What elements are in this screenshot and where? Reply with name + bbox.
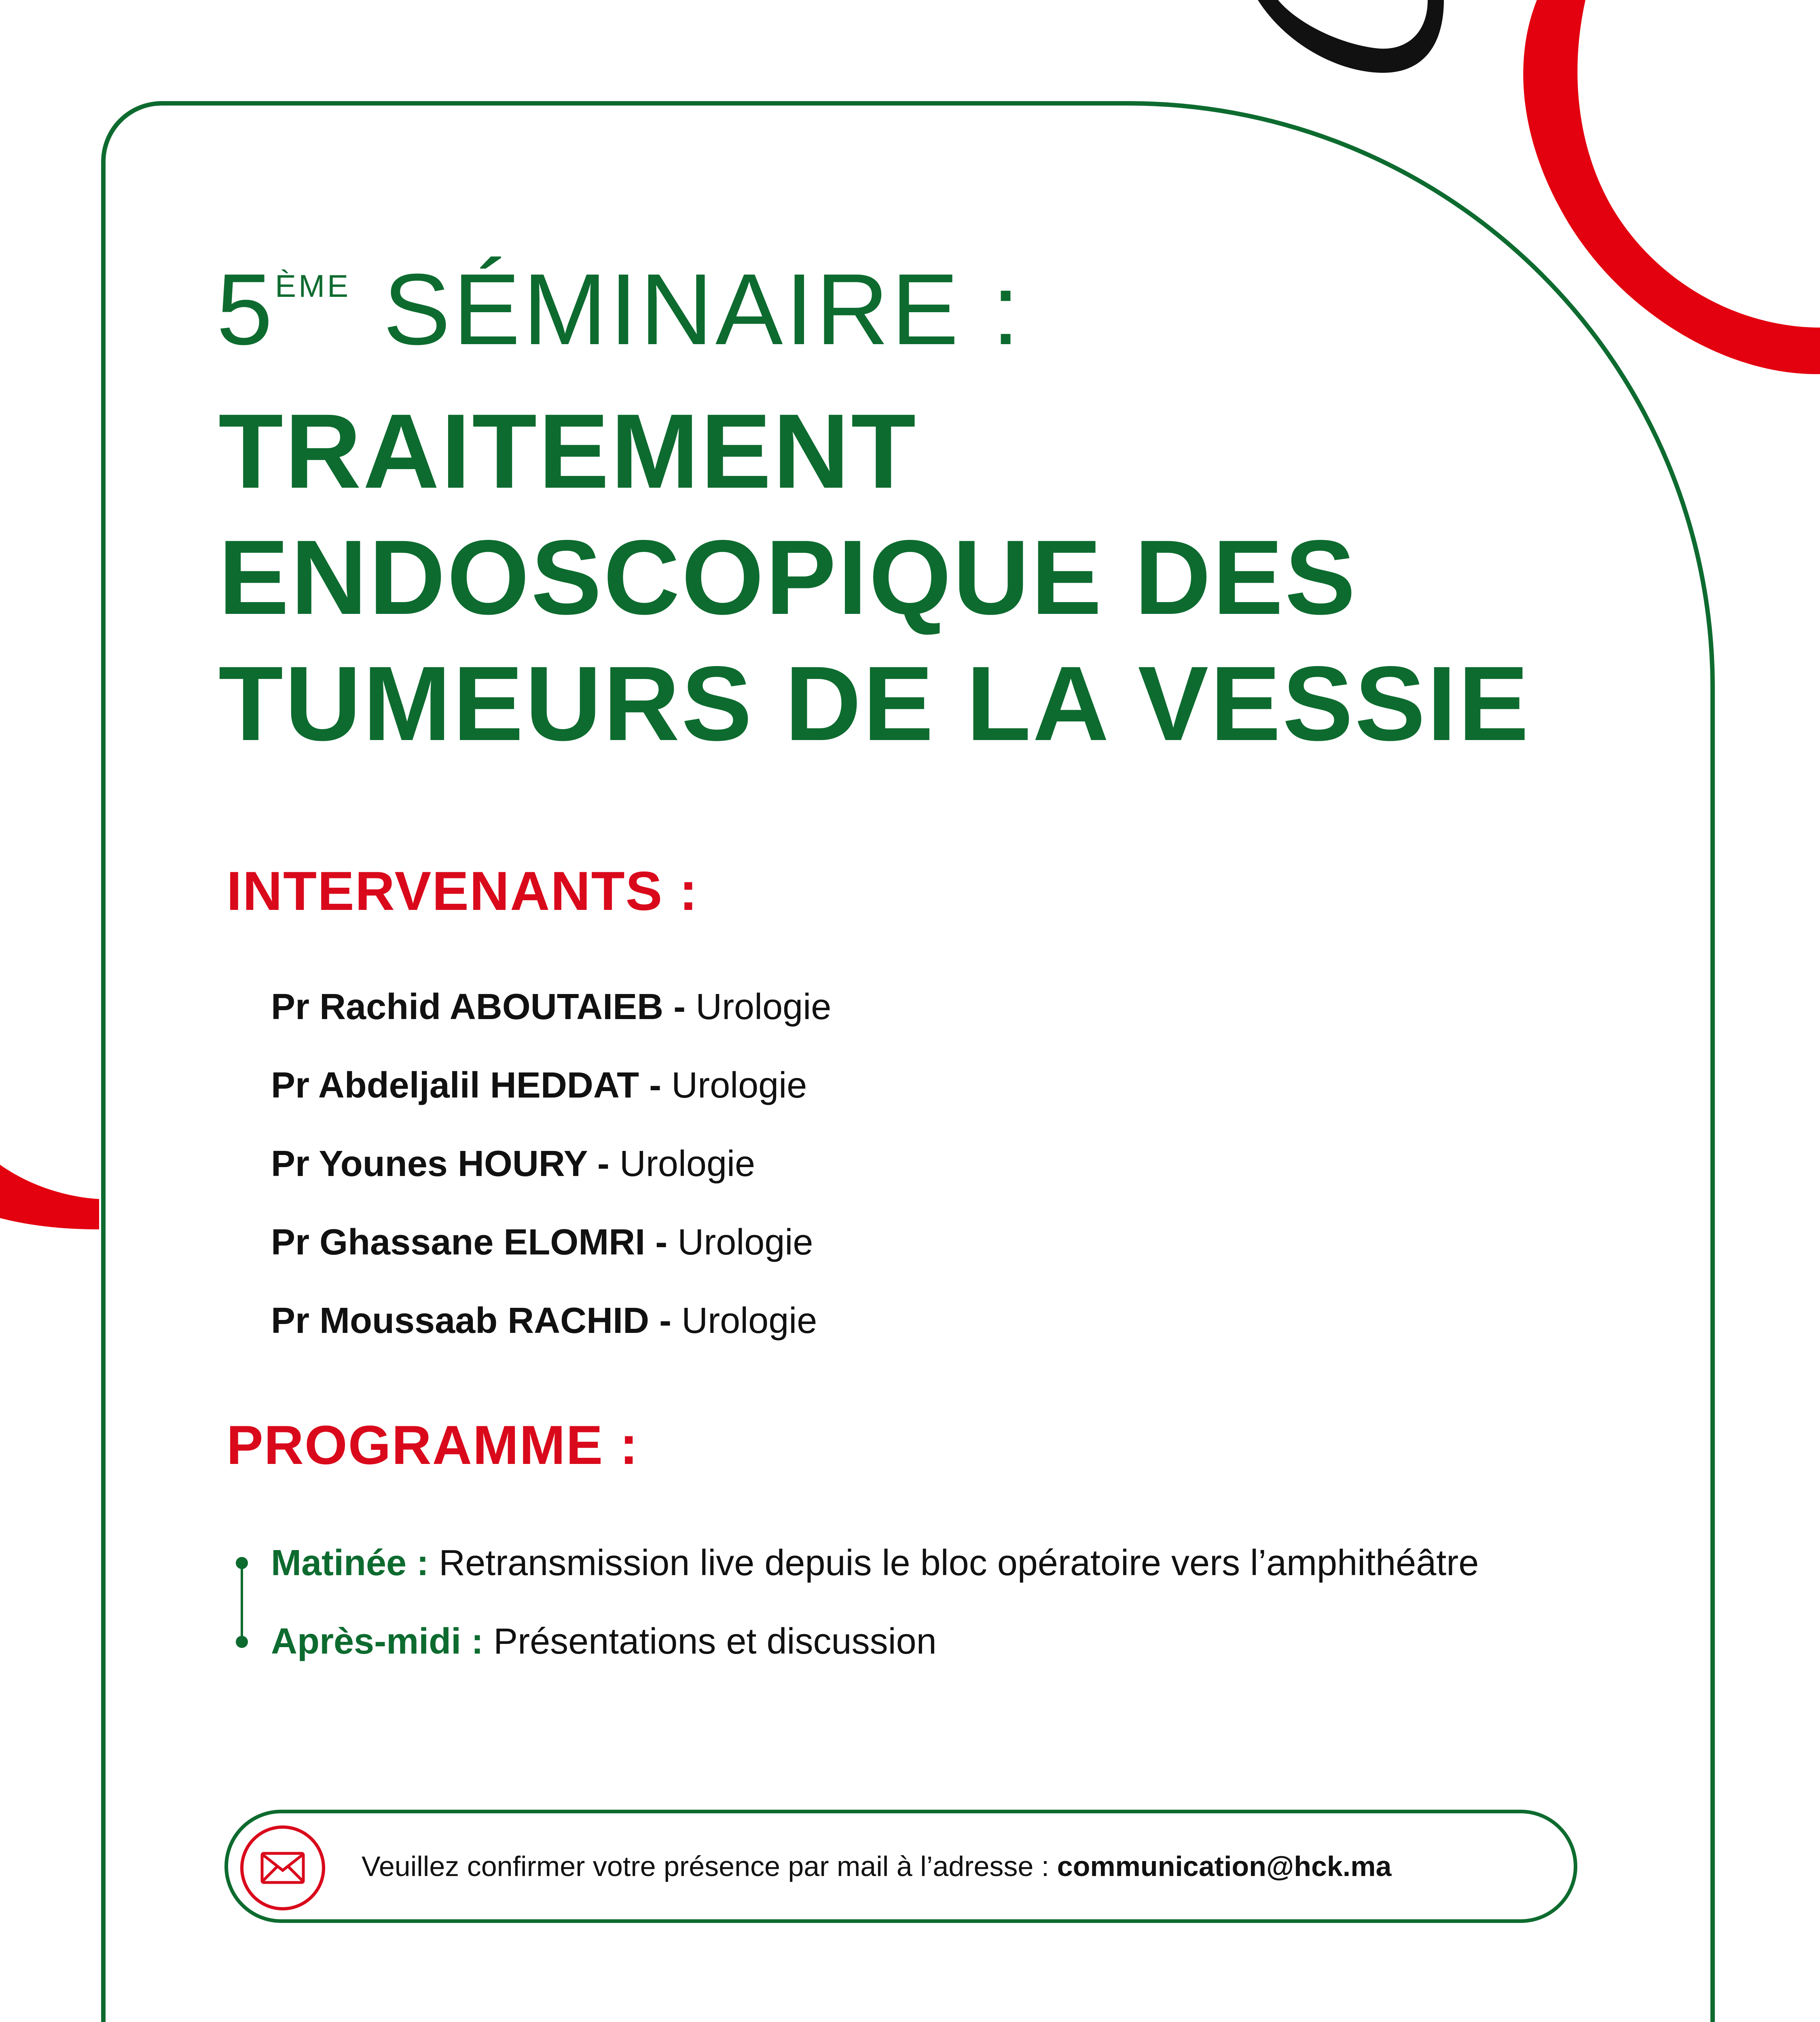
list-item (271, 983, 831, 1061)
speaker-name: Pr Abdeljalil HEDDAT - (271, 1065, 662, 1106)
speaker-name: Pr Moussaab RACHID - (271, 1301, 672, 1341)
title-line: ENDOSCOPIQUE DES (218, 518, 1357, 637)
program-text: Retransmission live depuis le bloc opératoire vers l’amphithéâtre (439, 1543, 1479, 1583)
seminar-superscript: ÈME (275, 268, 351, 304)
speakers-heading: INTERVENANTS : (226, 860, 698, 922)
title-line: TRAITEMENT (218, 392, 918, 510)
speaker-name: Pr Rachid ABOUTAIEB - (271, 987, 686, 1027)
timeline-line (241, 1563, 243, 1642)
red-swoosh-left (0, 1165, 99, 1229)
black-swoosh (1258, 0, 1444, 73)
title-line: TUMEURS DE LA VESSIE (218, 644, 1530, 763)
speaker-specialty: Urologie (696, 987, 832, 1027)
speaker-specialty: Urologie (671, 1065, 807, 1106)
page-title (218, 388, 1715, 767)
mail-icon (240, 1825, 325, 1910)
list-item (271, 1297, 831, 1375)
program-label: Matinée : (271, 1543, 429, 1583)
confirmation-text (362, 1813, 1391, 1919)
speaker-list (271, 983, 831, 1375)
speaker-specialty: Urologie (619, 1144, 756, 1184)
program-heading: PROGRAMME : (226, 1414, 639, 1476)
envelope-glyph (260, 1852, 305, 1884)
email-link[interactable]: communication@hck.ma (1057, 1851, 1392, 1882)
seminar-number-line (216, 253, 1022, 366)
speaker-specialty: Urologie (677, 1222, 813, 1263)
seminar-number: 5 (216, 253, 275, 366)
list-item (271, 1617, 1479, 1696)
speaker-name: Pr Younes HOURY - (271, 1144, 609, 1184)
list-item (271, 1218, 831, 1297)
seminar-label: SÉMINAIRE : (383, 253, 1022, 366)
program-label: Après-midi : (271, 1621, 484, 1662)
program-timeline (236, 1557, 248, 1650)
list-item (271, 1140, 831, 1218)
program-list (271, 1539, 1479, 1696)
speaker-specialty: Urologie (681, 1301, 817, 1341)
timeline-dot (236, 1636, 248, 1648)
program-text: Présentations et discussion (493, 1621, 937, 1662)
list-item (271, 1539, 1479, 1617)
speaker-name: Pr Ghassane ELOMRI - (271, 1222, 668, 1263)
list-item (271, 1061, 831, 1140)
confirmation-message: Veuillez confirmer votre présence par mail à l’adresse : (362, 1851, 1050, 1882)
confirmation-banner (224, 1810, 1577, 1923)
